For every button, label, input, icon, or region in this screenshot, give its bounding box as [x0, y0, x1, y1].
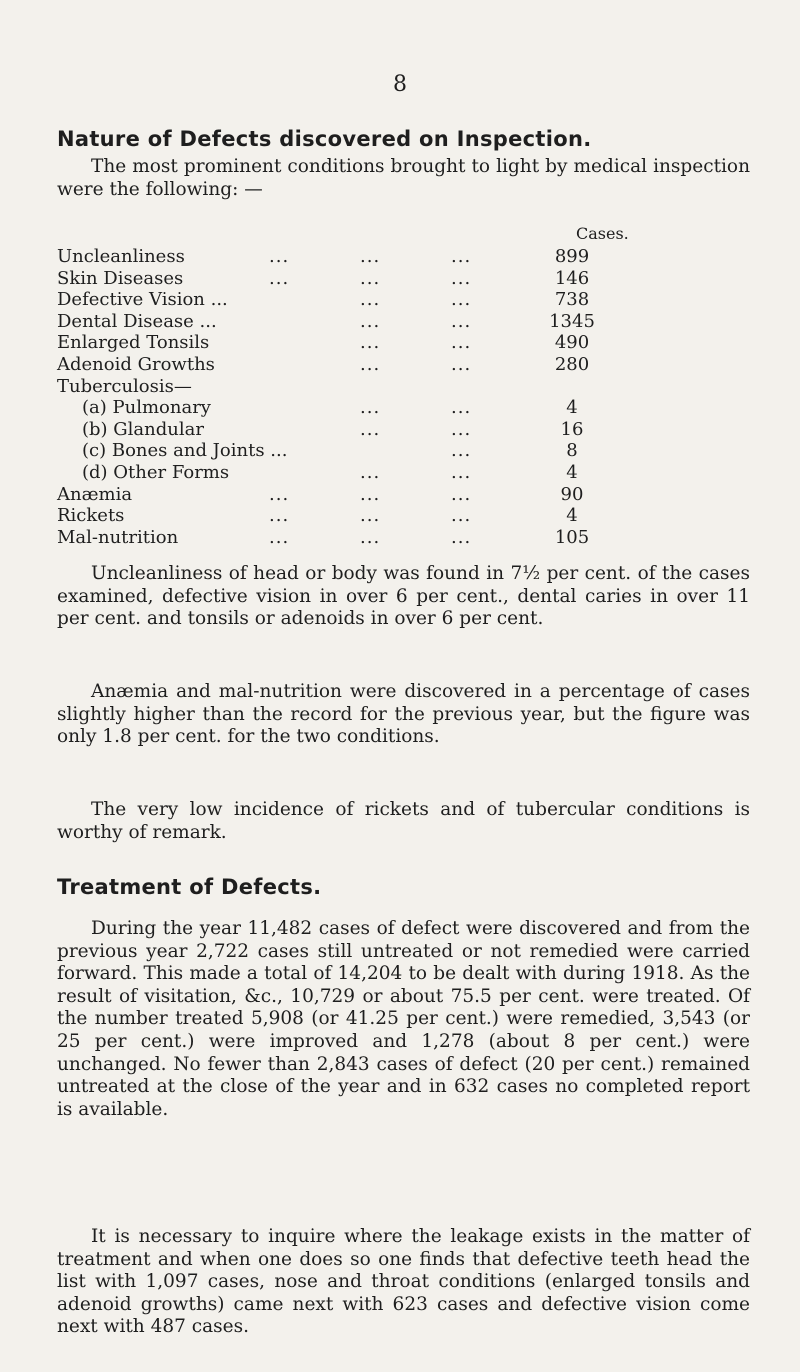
leader-dot-group: ... [269, 267, 290, 289]
intro-text: The most prominent conditions brought to light by medical inspection were the following: — [57, 156, 750, 200]
leader-dot-group: ... [269, 526, 290, 548]
leader-dot-group: ... [451, 397, 472, 419]
row-value: 738 [554, 289, 590, 311]
row-label: (a) Pulmonary [82, 397, 211, 419]
paragraph-anaemia [57, 681, 750, 749]
row-value: 899 [554, 246, 590, 267]
table-row [57, 289, 657, 311]
row-label: Rickets [57, 505, 125, 527]
row-label: Enlarged Tonsils [57, 332, 210, 354]
row-value: 90 [560, 483, 584, 505]
table-row [57, 311, 657, 333]
section-heading-treatment: Treatment of Defects. [57, 875, 322, 899]
table-row [57, 268, 657, 290]
leader-dots [269, 268, 542, 289]
table-row [57, 527, 657, 549]
row-value: 105 [554, 526, 590, 548]
leader-dot-group: ... [360, 526, 381, 548]
leader-dots [269, 246, 542, 267]
row-value: 16 [560, 418, 584, 440]
leader-dot-group: ... [360, 332, 381, 354]
leader-dot-group: ... [451, 353, 472, 375]
paragraph-treatment [57, 918, 750, 1121]
row-label: Mal-nutrition [57, 526, 179, 548]
leader-dot-group: ... [360, 246, 381, 267]
leader-dot-group: ... [360, 418, 381, 440]
defects-table [57, 246, 657, 548]
intro-paragraph [57, 156, 750, 201]
table-row [57, 484, 657, 506]
leader-dot-group: ... [451, 246, 472, 267]
leader-dot-group: ... [451, 310, 472, 332]
paragraph-uncleanliness [57, 563, 750, 631]
row-label: (d) Other Forms [82, 461, 230, 483]
paragraph-leakage [57, 1226, 750, 1339]
leader-dot-group: ... [451, 440, 472, 462]
leader-dot-group: ... [451, 289, 472, 311]
cases-column-header: Cases. [576, 224, 629, 243]
row-value: 146 [554, 267, 590, 289]
leader-dot-group: ... [451, 267, 472, 289]
leader-dot-group: ... [360, 505, 381, 527]
leader-dot-group: ... [269, 246, 290, 267]
paragraph-text: The very low incidence of rickets and of tubercular conditions is worthy of remark. [57, 799, 750, 843]
row-label: Uncleanliness [57, 246, 185, 267]
table-row [57, 376, 657, 398]
section-heading-nature-of-defects: Nature of Defects discovered on Inspection. [57, 127, 592, 151]
row-value: 490 [554, 332, 590, 354]
row-value: 4 [566, 505, 578, 527]
leader-dot-group: ... [269, 505, 290, 527]
leader-dot-group: ... [360, 289, 381, 311]
leader-dot-group: ... [451, 483, 472, 505]
row-value: 4 [566, 461, 578, 483]
leader-dot-group: ... [360, 483, 381, 505]
leader-dots [360, 332, 542, 353]
row-value: 8 [566, 440, 578, 462]
row-label: Anæmia [57, 483, 133, 505]
leader-dot-group: ... [360, 267, 381, 289]
row-label: Adenoid Growths [57, 353, 215, 375]
leader-dot-group: ... [360, 353, 381, 375]
paragraph-text: It is necessary to inquire where the leakage exists in the matter of treatment and when one does so one finds that defective teeth head the list with 1,097 cases, nose and throat conditions (enlarged tonsils and adenoid growths) came next with 623 cases and defective vision come next with 487 cases. [57, 1226, 750, 1338]
leader-dots [451, 440, 542, 461]
row-label: Dental Disease ... [57, 310, 217, 332]
leader-dot-group: ... [451, 418, 472, 440]
leader-dot-group: ... [451, 332, 472, 354]
leader-dots [269, 527, 542, 548]
leader-dots [360, 289, 542, 310]
paragraph-text: Uncleanliness of head or body was found in 7½ per cent. of the cases examined, defective vision in over 6 per cent., dental caries in over 11 per cent. and tonsils or adenoids in over 6 per cent. [57, 563, 750, 630]
leader-dot-group: ... [360, 310, 381, 332]
table-row [57, 354, 657, 376]
table-row [57, 332, 657, 354]
leader-dot-group: ... [360, 461, 381, 483]
table-row [57, 462, 657, 484]
paragraph-rickets [57, 799, 750, 844]
leader-dots [360, 462, 542, 483]
row-label: Skin Diseases [57, 267, 184, 289]
table-row [57, 505, 657, 527]
row-value: 1345 [549, 310, 595, 332]
table-row [57, 246, 657, 268]
leader-dot-group: ... [269, 483, 290, 505]
leader-dot-group: ... [451, 505, 472, 527]
leader-dot-group: ... [451, 461, 472, 483]
page-number: 8 [393, 72, 407, 97]
leader-dots [269, 484, 542, 505]
row-label: Defective Vision ... [57, 289, 228, 311]
leader-dot-group: ... [451, 526, 472, 548]
leader-dot-group: ... [360, 397, 381, 419]
row-label: Tuberculosis— [57, 375, 192, 397]
table-row [57, 440, 657, 462]
row-value: 4 [566, 397, 578, 419]
row-label: (c) Bones and Joints ... [82, 440, 288, 462]
row-label: (b) Glandular [82, 418, 204, 440]
table-row [57, 397, 657, 419]
leader-dots [360, 397, 542, 418]
leader-dots [360, 354, 542, 375]
leader-dots [360, 419, 542, 440]
leader-dots [269, 505, 542, 526]
paragraph-text: During the year 11,482 cases of defect were discovered and from the previous year 2,722 cases still untreated or not remedied were carried forward. This made a total of 14,204 to be dealt with during 1918. As the result of visitation, &c., 10,729 or about 75.5 per cent. were treated. Of the number treated 5,908 (or 41.25 per cent.) were remedied, 3,543 (or 25 per cent.) were improved and 1,278 (about 8 per cent.) were unchanged. No fewer than 2,843 cases of defect (20 per cent.) remained untreated at the close of the year and in 632 cases no completed report is available. [57, 918, 750, 1120]
row-value: 280 [554, 353, 590, 375]
table-row [57, 419, 657, 441]
leader-dots [360, 311, 542, 332]
paragraph-text: Anæmia and mal-nutrition were discovered in a percentage of cases slightly higher than the record for the previous year, but the figure was only 1.8 per cent. for the two conditions. [57, 681, 750, 748]
